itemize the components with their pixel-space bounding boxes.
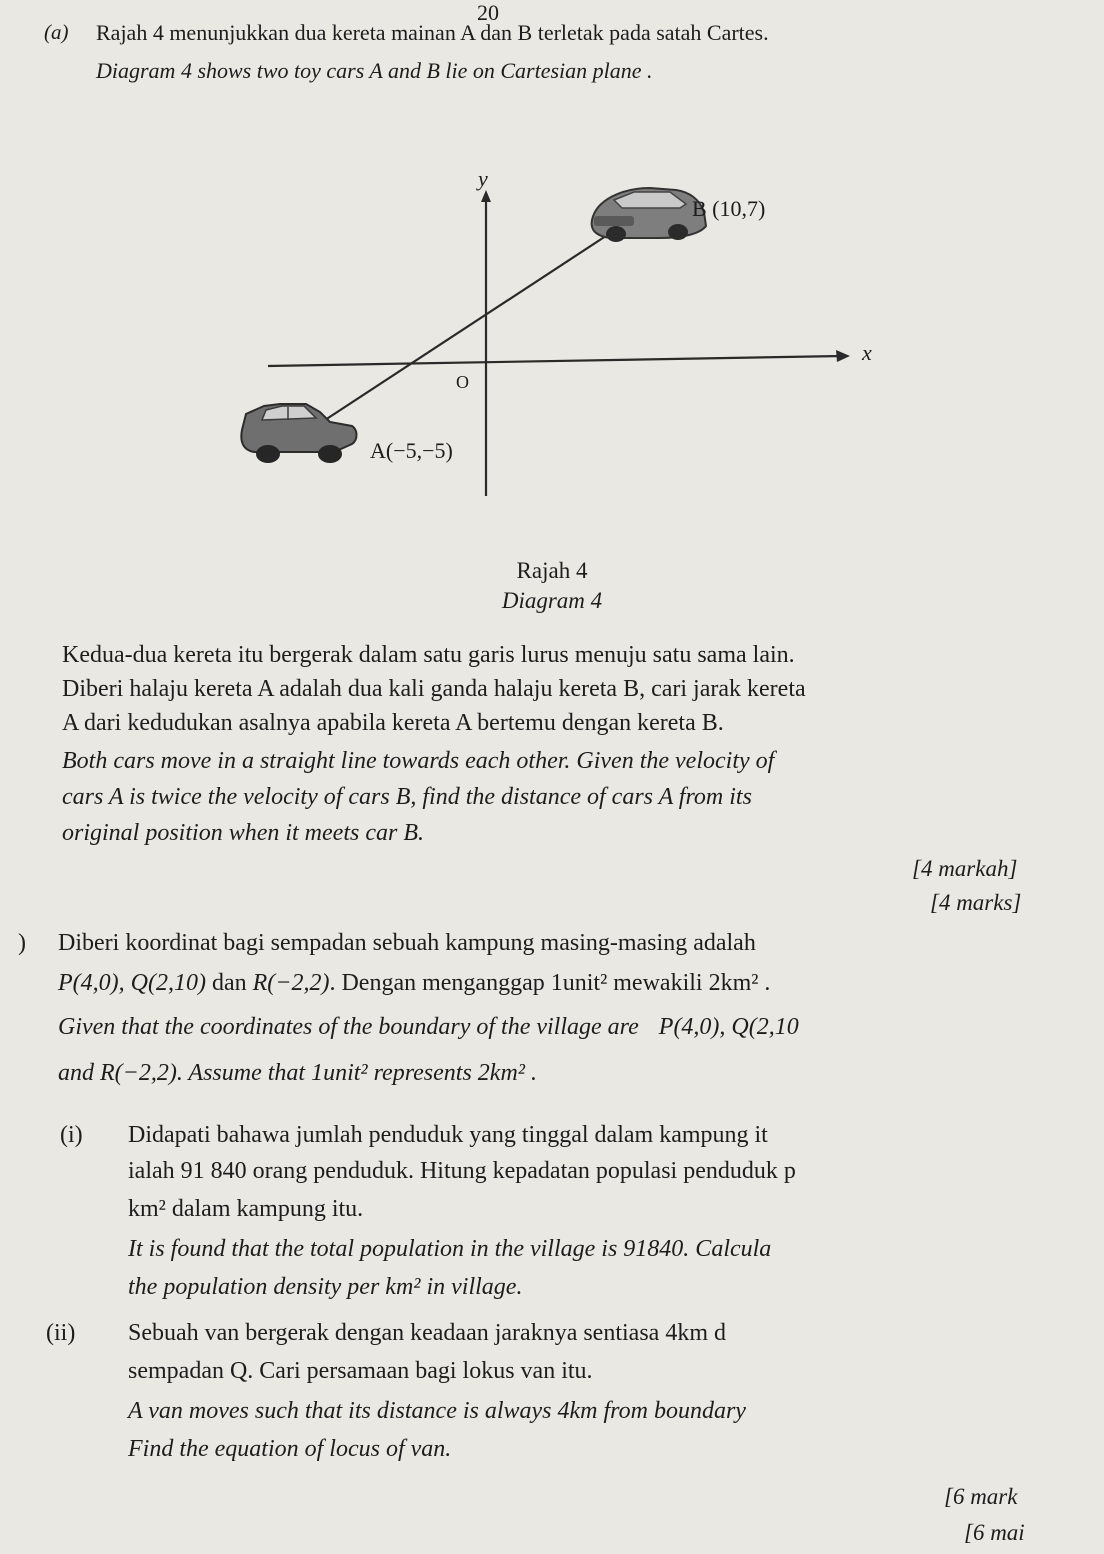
part-a-question-english: Diagram 4 shows two toy cars A and B lie on Cartesian plane . — [96, 58, 653, 83]
part-a-body-english-line-2: cars A is twice the velocity of cars B, find the distance of cars A from its — [62, 784, 752, 810]
points-pq-english: P(4,0), Q(2,10 — [658, 1014, 799, 1040]
car-a-icon — [241, 404, 356, 463]
origin-label: O — [456, 372, 469, 392]
sub-ii-english-line-1: A van moves such that its distance is always 4km from boundary — [128, 1398, 746, 1424]
part-b-intro-malay-line-1: Diberi koordinat bagi sempadan sebuah kampung masing-masing adalah — [58, 930, 756, 956]
page-number: 20 — [477, 0, 499, 25]
part-a-marks-english: [4 marks] — [930, 890, 1022, 915]
assumption-english: . Assume that 1unit² represents 2km² . — [176, 1060, 537, 1086]
point-r-english: R(−2,2) — [100, 1060, 177, 1086]
part-b-intro-english-line-1 — [58, 1014, 799, 1041]
sub-ii-english-line-2: Find the equation of locus of van. — [128, 1436, 452, 1462]
sub-ii-label: (ii) — [46, 1320, 76, 1346]
point-r: R(−2,2) — [252, 970, 330, 996]
sub-i-english-line-2: the population density per km² in village. — [128, 1274, 523, 1300]
part-b-intro-english-line-2 — [58, 1060, 537, 1087]
part-a-label: (a) — [44, 20, 69, 44]
x-axis-label: x — [862, 340, 872, 365]
point-a-label: A(−5,−5) — [370, 438, 453, 463]
word-and: and — [58, 1060, 94, 1086]
y-axis-label: y — [478, 166, 488, 191]
points-pq: P(4,0), Q(2,10) — [58, 970, 206, 996]
point-b-label: B (10,7) — [692, 196, 766, 221]
part-b-marks-malay: [6 mark — [944, 1484, 1018, 1509]
word-dan: dan — [211, 970, 247, 996]
part-a-body-malay-line-1: Kedua-dua kereta itu bergerak dalam satu garis lurus menuju satu sama lain. — [62, 642, 795, 668]
assumption-malay: . Dengan menganggap 1unit² mewakili 2km² . — [329, 970, 771, 996]
sub-i-malay-line-3: km² dalam kampung itu. — [128, 1196, 364, 1222]
sub-i-english-line-1: It is found that the total population in the village is 91840. Calcula — [128, 1236, 772, 1262]
cartesian-diagram — [230, 160, 870, 510]
x-axis — [268, 356, 842, 366]
sub-i-label: (i) — [60, 1122, 83, 1148]
x-axis-arrow — [836, 350, 850, 362]
part-a-body-english-line-1: Both cars move in a straight line towards each other. Given the velocity of — [62, 748, 775, 774]
intro-english-text: Given that the coordinates of the boundary of the village are — [58, 1014, 639, 1040]
part-b-intro-malay-line-2 — [58, 970, 770, 997]
part-a-body-english-line-3: original position when it meets car B. — [62, 820, 424, 846]
sub-ii-malay-line-1: Sebuah van bergerak dengan keadaan jaraknya sentiasa 4km d — [128, 1320, 726, 1346]
part-a-question-malay: Rajah 4 menunjukkan dua kereta mainan A dan B terletak pada satah Cartes. — [96, 20, 769, 45]
line-ab — [322, 232, 612, 422]
part-b-label: ) — [18, 930, 26, 956]
part-a-body-malay-line-3: A dari kedudukan asalnya apabila kereta A bertemu dengan kereta B. — [62, 710, 724, 736]
car-b-icon — [592, 188, 706, 242]
diagram-caption-english: Diagram 4 — [501, 588, 603, 613]
sub-i-malay-line-2: ialah 91 840 orang penduduk. Hitung kepadatan populasi penduduk p — [128, 1158, 796, 1184]
part-b-marks-english: [6 mai — [964, 1520, 1025, 1545]
sub-ii-malay-line-2: sempadan Q. Cari persamaan bagi lokus van itu. — [128, 1358, 593, 1384]
diagram-caption-malay: Rajah 4 — [516, 558, 588, 583]
part-a-body-malay-line-2: Diberi halaju kereta A adalah dua kali ganda halaju kereta B, cari jarak kereta — [62, 676, 806, 702]
sub-i-malay-line-1: Didapati bahawa jumlah penduduk yang tinggal dalam kampung it — [128, 1122, 768, 1148]
y-axis-arrow — [481, 190, 491, 202]
part-a-marks-malay: [4 markah] — [912, 856, 1018, 881]
